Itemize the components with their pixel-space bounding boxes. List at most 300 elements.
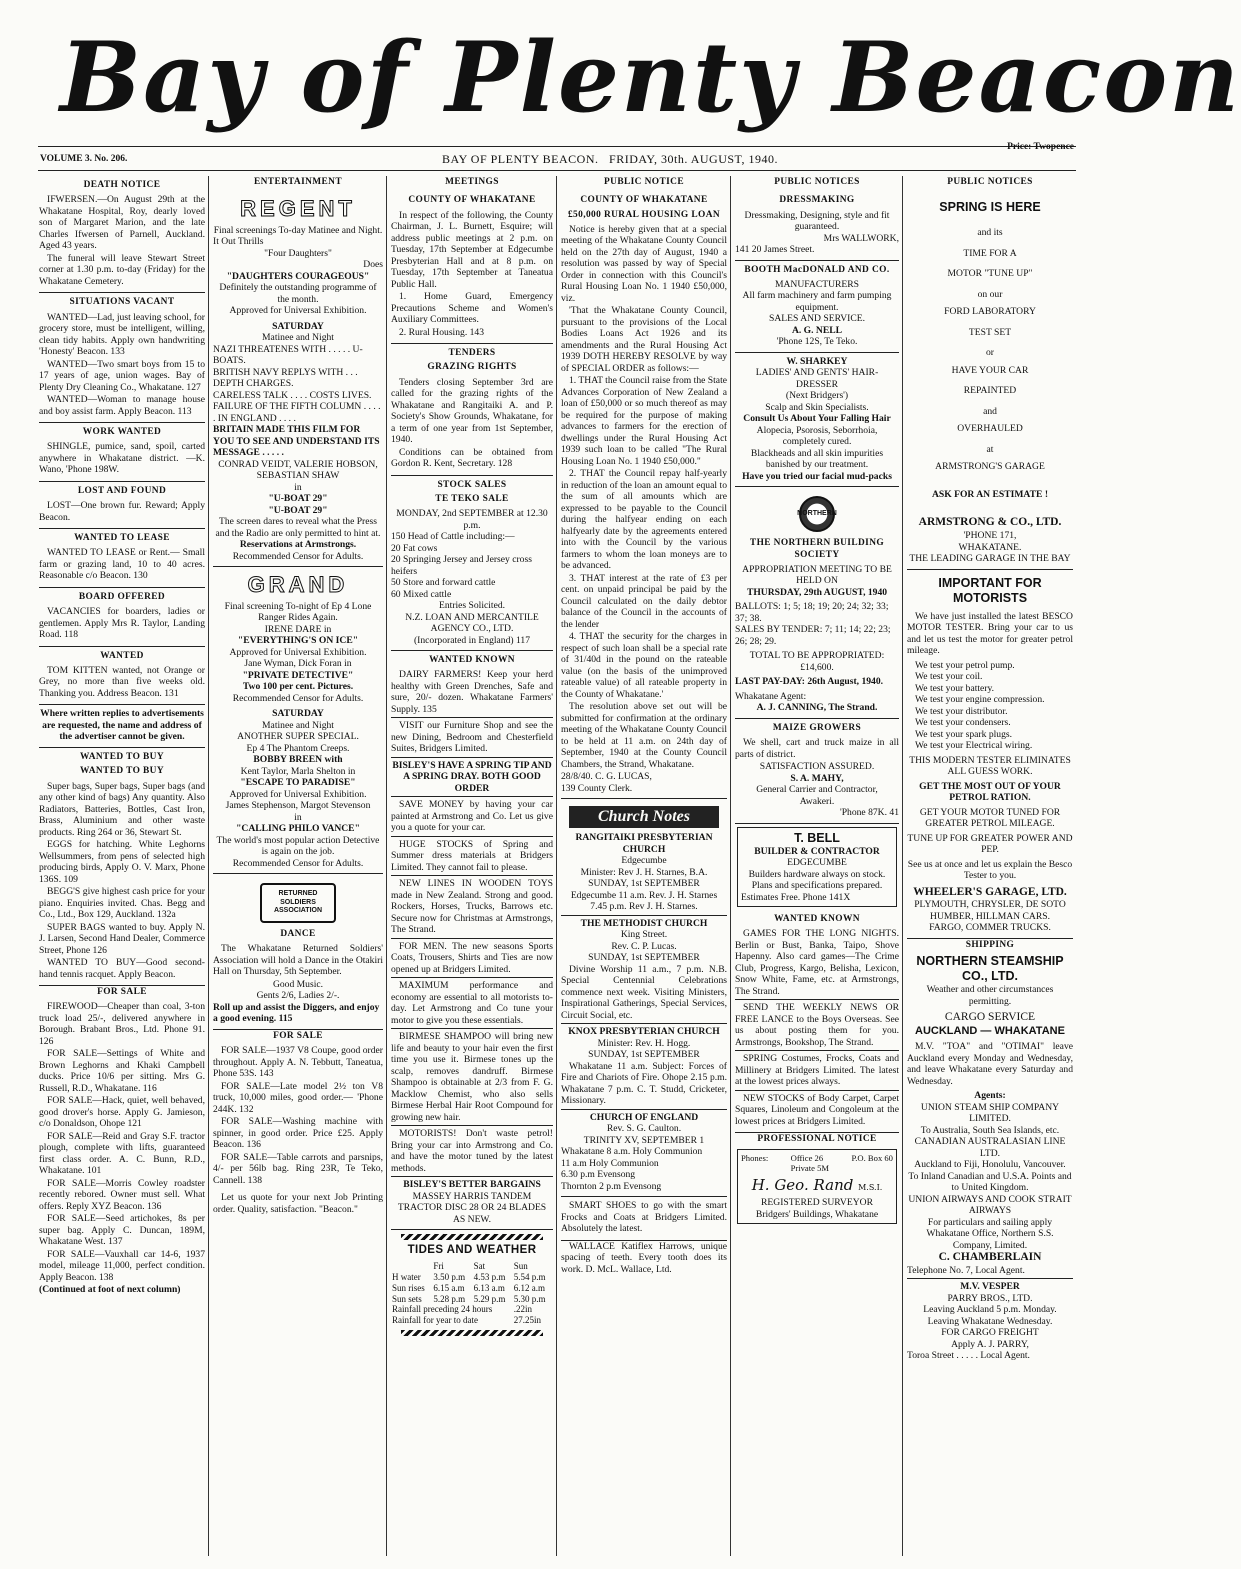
- column-divider: [208, 176, 209, 1556]
- ad-line: LADIES' AND GENTS' HAIR-DRESSER: [755, 367, 879, 390]
- price: Price: Twopence: [1007, 142, 1074, 152]
- ad-text: FIREWOOD—Cheaper than coal, 3-ton truck load 25/-, delivered anywhere in Borough. Brabant Bros., Ltd. Phone 91. 126: [39, 1001, 205, 1047]
- ad-text: FOR SALE—1937 V8 Coupe, good order throughout. Apply A. N. Tebbutt, Taneatua, Phone 53S. 143: [213, 1045, 383, 1080]
- sharkey-hairdresser-ad: [735, 353, 899, 488]
- ad-line: Scalp and Skin Specialists.: [765, 401, 869, 413]
- church-line: TRINITY XV, SEPTEMBER 1: [583, 1134, 705, 1146]
- ad-line: CARELESS TALK . . . . COSTS LIVES.: [213, 389, 372, 401]
- signature-line: 139 County Clerk.: [561, 782, 633, 794]
- notice-text: 1. Home Guard, Emergency Precautions Scheme and Women's Auxiliary Committees.: [391, 291, 553, 326]
- ad-line: Have you tried our facial mud-packs: [742, 470, 892, 482]
- column-public-notices: [732, 176, 902, 1556]
- ad-line: Apply A. J. PARRY,: [951, 1338, 1029, 1350]
- section-heading: TENDERS: [448, 348, 496, 359]
- film-title: "PRIVATE DETECTIVE": [242, 669, 354, 681]
- section-heading: PROFESSIONAL NOTICE: [757, 1134, 877, 1145]
- section-heading: WANTED TO BUY: [79, 751, 165, 762]
- ad-text: FOR SALE—Seed artichokes, 8s per super bag. Apply C. Duncan, 189M, Whakatane West. 137: [39, 1213, 205, 1248]
- ad-line: UNION STEAM SHIP COMPANY LIMITED.: [920, 1101, 1060, 1125]
- situations-vacant: [39, 293, 205, 423]
- divider: [735, 1090, 899, 1091]
- ad-line: CONRAD VEIDT, VALERIE HOBSON, SEBASTIAN SHAW: [218, 458, 378, 482]
- church-name: KNOX PRESBYTERIAN CHURCH: [568, 1026, 720, 1038]
- ad-line: Consult Us About Your Falling Hair: [743, 413, 891, 425]
- dateline-center: [400, 152, 820, 166]
- ad-text: FOR SALE—Late model 2½ ton V8 truck, 10,000 miles, good order.— 'Phone 244K. 132: [213, 1080, 383, 1115]
- ad-text: FOR SALE—Hack, quiet, well behaved, good drover's horse. Apply G. Jamieson, c/o Donaldson, Ohope 121: [39, 1095, 205, 1130]
- for-sale: [213, 1031, 383, 1215]
- church-name: RANGITAIKI PRESBYTERIAN CHURCH: [575, 832, 713, 855]
- notice-text: 2. THAT the Council repay half-yearly in reduction of the loan an amount equal to the sum of all amounts which are expressed to be payable to the Council during the halfyear ending on each halfyearly date by the agreements entered into with the Council by the various farmers to whom the loan moneys are to be advanced.: [561, 468, 727, 572]
- church-line: 7.45 p.m. Rev J. H. Starnes.: [590, 901, 698, 913]
- ad-line: HAVE YOUR CAR: [951, 364, 1029, 376]
- wanted-known: [391, 651, 553, 1230]
- ad-line: BUILDER & CONTRACTOR: [754, 845, 880, 857]
- ad-line: TUNE UP FOR GREATER POWER AND PEP.: [907, 832, 1073, 856]
- wanted-known: [735, 910, 899, 1133]
- section-subheading: THE NORTHERN BUILDING SOCIETY: [749, 538, 885, 560]
- grand-logo: GRAND: [247, 572, 349, 598]
- ad-line: 'PHONE 171,: [963, 530, 1017, 542]
- list-item: We test your petrol pump.: [915, 659, 1015, 671]
- divider: [391, 1028, 553, 1029]
- table-cell: 5.30 p.m: [513, 1293, 546, 1304]
- ad-line: REPAINTED: [963, 385, 1017, 397]
- ad-line: To Australia, South Sea Islands, etc.: [920, 1124, 1060, 1136]
- work-wanted: [39, 423, 205, 482]
- rsa-dance-ad: [213, 874, 383, 1030]
- ad-line: Awakeri.: [799, 795, 835, 807]
- ad-text: We shell, cart and truck maize in all parts of district.: [735, 737, 899, 760]
- ad-line: BOBBY BREEN with: [253, 754, 343, 766]
- church-name: CHURCH OF ENGLAND: [589, 1111, 699, 1123]
- booth-macdonald-ad: [735, 261, 899, 353]
- notice-text: 4. THAT the security for the charges in respect of such loan shall be a special rate of 31/40d in the pound on the rateable value (on the basis of the unimproved rateable value) of all rateable property in the County of Whakatane.': [561, 631, 727, 700]
- ad-text: VACANCIES for boarders, ladies or gentlemen. Apply Mrs R. Taylor, Landing Road. 118: [39, 606, 205, 641]
- ad-headline: SPRING IS HERE: [939, 200, 1041, 215]
- section-heading: DANCE: [280, 929, 316, 940]
- notice-text: 1. THAT the Council raise from the State Advances Corporation of New Zealand a loan of £50,000 or so much thereof as may be required for the purpose of making advances to farmers for the erection of dwellings under the Rural Housing Act 1939 such loan to be called "The Rural Housing Loan No. 1 1940 £50,000.": [561, 375, 727, 467]
- wallace-ad: [561, 1241, 727, 1276]
- church-line: Edgecumbe 11 a.m. Rev. J. H. Starnes: [570, 889, 718, 901]
- masthead-rule: [38, 146, 1076, 147]
- church-line: SUNDAY, 1st SEPTEMBER: [588, 952, 700, 964]
- ad-line: CANADIAN AUSTRALASIAN LINE LTD.: [914, 1136, 1066, 1159]
- ad-text: BEGG'S give highest cash price for your piano. Enquiries invited. Chas. Begg and Co., Ltd., Box 129, Auckland. 132a: [39, 886, 205, 921]
- table-cell: Rainfall for year to date: [392, 1315, 478, 1326]
- lost-and-found: [39, 482, 205, 529]
- table-row: [391, 1294, 553, 1305]
- notice-text: Where written replies to advertisements are requested, the name and address of the advertiser cannot be given.: [40, 708, 204, 743]
- ad-line: Leaving Whakatane Wednesday.: [927, 1315, 1053, 1327]
- ad-text: MASSEY HARRIS TANDEM TRACTOR DISC 28 OR 24 BLADES AS NEW.: [397, 1190, 547, 1225]
- armstrong-garage-ad: [907, 191, 1073, 569]
- section-heading: STOCK SALES: [437, 479, 507, 490]
- section-heading: FOR SALE: [273, 1030, 323, 1041]
- ad-line: SATURDAY: [272, 320, 324, 332]
- ad-line: For particulars and sailing apply Whakatane Office, Northern S.S. Company, Limited.: [926, 1216, 1054, 1251]
- ad-line: 150 Head of Cattle including:—: [391, 531, 515, 543]
- ad-line: Jane Wyman, Dick Foran in: [244, 658, 352, 670]
- ad-line: T. BELL: [794, 830, 840, 845]
- ad-line: GET YOUR MOTOR TUNED FOR GREATER PETROL MILEAGE.: [919, 806, 1061, 830]
- section-heading: FOR SALE: [97, 987, 147, 998]
- notice-text: IFWERSEN.—On August 29th at the Whakatane Hospital, Roy, dearly loved son of Margaret Marion, and the late Charles Ifwersen of Parnell, Auckland. Aged 43 years.: [39, 194, 205, 252]
- wanted-to-buy: [39, 748, 205, 986]
- ad-line: S. A. MAHY,: [790, 772, 844, 784]
- list-item: We test your spark plugs.: [915, 728, 1013, 740]
- ad-text: WANTED TO LEASE or Rent.— Small farm or grazing land, 10 to 40 acres. Reasonable c/o Beacon. 130: [39, 547, 205, 582]
- church-notes-banner: Church Notes: [569, 806, 719, 828]
- tenders: [391, 344, 553, 476]
- ad-line: Alopecia, Psorosis, Seborrhoia, completely cured.: [756, 424, 878, 448]
- table-header: Sat: [473, 1261, 486, 1272]
- divider: [561, 1023, 727, 1024]
- section-heading: WANTED KNOWN: [429, 655, 515, 666]
- notice-text: In respect of the following, the County Chairman, J. L. Burnett, Esquire; will address public meetings at 2 p.m. on Tuesday, 17th September at Edgecumbe Presbyterian Hall and at 8 p.m. on Tuesday, 17th September at Taneatua Public Hall.: [391, 209, 553, 290]
- ad-line: Recommended Censor for Adults.: [232, 550, 364, 562]
- ad-text: WANTED—Lad, just leaving school, for grocery store, must be intelligent, willing, clean tidy habits. Apply own handwriting 'Honesty' Beacon. 133: [39, 311, 205, 358]
- po-box: P.O. Box 60: [851, 1152, 893, 1163]
- table-cell: Rainfall preceding 24 hours: [392, 1304, 493, 1315]
- ad-line: General Carrier and Contractor,: [756, 784, 878, 796]
- wave-decoration: [401, 1330, 543, 1336]
- ad-text: NEW STOCKS of Body Carpet, Carpet Squares, Linoleum and Congoleum at the lowest prices at Bridgers Limited.: [735, 1092, 899, 1127]
- ad-line: Approved for Universal Exhibition.: [229, 788, 367, 800]
- ad-line: ARMSTRONG'S GARAGE: [935, 461, 1045, 473]
- wanted: [39, 647, 205, 706]
- ad-line: Whakatane Agent:: [735, 690, 807, 702]
- northern-building-society-ad: [735, 487, 899, 719]
- ad-line: IRENE DARE in: [264, 623, 332, 635]
- notice-text: The funeral will leave Stewart Street corner at 1.30 p.m. to-day (Friday) for the Whakatane Cemetery.: [39, 252, 205, 287]
- ad-line: Roll up and assist the Diggers, and enjoy a good evening. 115: [213, 1001, 380, 1025]
- column-meetings: [388, 176, 556, 1556]
- ad-line: LAST PAY-DAY: 26th August, 1940.: [735, 676, 884, 688]
- dressmaking-ad: [735, 191, 899, 260]
- ad-text: M.V. "TOA" and "OTIMAI" leave Auckland every Monday and Wednesday, and leave Whakatane every Saturday and Wednesday.: [907, 1041, 1073, 1087]
- church-notes: [561, 799, 727, 1197]
- section-subheading: WANTED TO BUY: [79, 766, 165, 777]
- notice-text: The resolution above set out will be submitted for confirmation at the ordinary meeting of the Whakatane County Council to be held at 11 a.m. on 24th day of September, 1940 at the County Council Chambers, the Strand, Whakatane.: [561, 701, 727, 770]
- grand-theatre-ad: [213, 567, 383, 874]
- church-line: Edgecumbe: [621, 855, 667, 867]
- ad-line: WHAKATANE.: [958, 541, 1022, 553]
- section-heading: WANTED: [100, 650, 144, 661]
- wheelers-garage-ad: [907, 570, 1073, 939]
- table-cell: 5.54 p.m: [513, 1272, 546, 1283]
- smart-shoes-ad: [561, 1197, 727, 1241]
- section-subheading: BOOTH MacDONALD AND CO.: [744, 264, 890, 275]
- ad-line: Final screening To-night of Ep 4 Lone Ranger Rides Again.: [224, 600, 372, 624]
- ad-line: FORD LABORATORY: [944, 306, 1036, 318]
- section-heading: TIDES AND WEATHER: [407, 1244, 537, 1257]
- divider: [391, 875, 553, 876]
- ad-line: THE LEADING GARAGE IN THE BAY: [909, 553, 1071, 565]
- table-cell: 3.50 p.m: [433, 1272, 466, 1283]
- ad-line: It Out Thrills: [213, 236, 264, 248]
- ad-line: APPROPRIATION MEETING TO BE HELD ON: [742, 563, 892, 587]
- regent-logo: REGENT: [240, 196, 356, 222]
- list-item: We test your coil.: [915, 671, 983, 683]
- column-divider: [556, 176, 557, 1556]
- ad-line: Recommended Censor for Adults.: [232, 857, 364, 869]
- ad-line: WHEELER'S GARAGE, LTD.: [913, 885, 1067, 898]
- ad-line: See us at once and let us explain the Besco Tester to you.: [907, 858, 1073, 882]
- ad-line: (Incorporated in England) 117: [413, 634, 531, 646]
- ad-line: C. CHAMBERLAIN: [938, 1251, 1042, 1264]
- ad-text: The Whakatane Returned Soldiers' Association will hold a Dance in the Otakiri Hall on Thursday, 5th September.: [213, 943, 383, 978]
- surveyor-card: [737, 1149, 897, 1225]
- ad-line: Does: [363, 259, 383, 271]
- regent-theatre-ad: [213, 191, 383, 567]
- film-title: "U-BOAT 29": [268, 504, 328, 516]
- list-item: We test your Electrical wiring.: [915, 740, 1033, 752]
- ad-text: FOR SALE—Reid and Gray S.F. tractor plough, complete with lifts, guaranteed first class order. A. C. Bunn, R.D., Whakatane. 101: [39, 1130, 205, 1177]
- continued-note: (Continued at foot of next column): [39, 1284, 181, 1296]
- ad-line: THIS MODERN TESTER ELIMINATES ALL GUESS WORK.: [909, 754, 1071, 778]
- table-row: [391, 1272, 553, 1283]
- ad-line: SATURDAY: [272, 708, 324, 720]
- ad-line: MOTOR "TUNE UP": [947, 268, 1033, 280]
- ad-text: EGGS for hatching. White Leghorns Wellsummers, from pens of selected high producing birds, Apply O. V. Marx, Phone 136S. 109: [39, 839, 205, 885]
- ad-line: EDGECUMBE: [787, 857, 847, 869]
- table-cell: 6.15 a.m: [433, 1282, 465, 1293]
- column-divider: [730, 176, 731, 1556]
- table-cell: 6.13 a.m: [473, 1282, 505, 1293]
- surveyor-signature: [741, 1176, 893, 1194]
- ad-line: A. J. CANNING, The Strand.: [756, 702, 878, 714]
- section-heading: ENTERTAINMENT: [253, 177, 343, 187]
- film-title: "CALLING PHILO VANCE": [236, 823, 360, 835]
- ad-line: Toroa Street . . . . . Local Agent.: [907, 1350, 1030, 1362]
- section-subheading: DRESSMAKING: [779, 195, 855, 206]
- church-line: Minister: Rev. H. Hogg.: [597, 1037, 691, 1049]
- table-cell: H water: [392, 1272, 421, 1283]
- film-title: "Four Daughters": [264, 247, 332, 259]
- church-line: Divine Worship 11 a.m., 7 p.m. N.B. Special Centennial Celebrations commence next week. Visiting Ministers, Inspirational Gatherings, Special Services, Circuit Social, etc.: [561, 963, 727, 1021]
- ad-line: Blackheads and all skin impurities banished by our treatment.: [750, 447, 884, 471]
- ad-line: A. G. NELL: [791, 324, 843, 336]
- ad-line: TOTAL TO BE APPROPRIATED:: [749, 650, 885, 662]
- ad-line: Bridgers' Buildings, Whakatane: [755, 1208, 879, 1220]
- ad-line: GET THE MOST OUT OF YOUR PETROL RATION.: [919, 780, 1061, 804]
- column-divider: [386, 176, 387, 1556]
- column-entertainment: [210, 176, 386, 1556]
- section-heading: DEATH NOTICE: [83, 180, 161, 190]
- ad-line: 20 Fat cows: [391, 542, 438, 554]
- phone-row: [741, 1153, 893, 1174]
- ad-line: Two 100 per cent. Pictures.: [242, 681, 354, 693]
- ad-line: FOR CARGO FREIGHT: [941, 1327, 1039, 1339]
- section-heading: WANTED TO LEASE: [74, 533, 170, 544]
- ad-line: 'Phone 87K. 41: [839, 807, 899, 819]
- divider: [735, 1050, 899, 1051]
- ad-line: 20 Springing Jersey and Jersey cross heifers: [391, 554, 532, 577]
- ad-line: FARGO, COMMER TRUCKS.: [929, 922, 1051, 934]
- ad-line: ARMSTRONG & CO., LTD.: [918, 516, 1062, 529]
- ad-line: ANOTHER SUPER SPECIAL.: [237, 731, 359, 743]
- ad-line: TIME FOR A: [963, 247, 1017, 259]
- ad-line: James Stephenson, Margot Stevenson: [225, 800, 371, 812]
- divider: [561, 1109, 727, 1110]
- ad-line: Approved for Universal Exhibition.: [229, 646, 367, 658]
- ad-line: (Next Bridgers'): [785, 390, 849, 402]
- church-line: Rev. S. G. Caulton.: [606, 1123, 682, 1135]
- ad-line: Telephone No. 7, Local Agent.: [907, 1264, 1025, 1276]
- ad-text: SMART SHOES to go with the smart Frocks and Coats at Bridgers Limited. Absolutely the latest.: [561, 1200, 727, 1235]
- ad-text: SUPER BAGS wanted to buy. Apply N. J. Larsen, Second Hand Dealer, Commerce Street, Phone 126: [39, 921, 205, 956]
- ad-text: VISIT our Furniture Shop and see the new Dining, Bedroom and Chesterfield Suites, Bridgers Limited.: [391, 720, 553, 755]
- section-subheading: TE TEKO SALE: [435, 493, 509, 504]
- ad-line: Reservations at Armstrongs.: [239, 539, 357, 551]
- ad-text: WANTED—Two smart boys from 15 to 17 years of age, union wages. Bay of Plenty Dry Cleaning Co., Whakatane. 127: [39, 358, 205, 393]
- divider: [907, 1278, 1073, 1279]
- ad-text: BIRMESE SHAMPOO will bring new life and beauty to your hair even the first time you use it. Birmese tones up the scalp, removes dandruff. Birmese Shampoo is obtainable at 2/3 from F. G. Macklow Chemist, who also sells Birmese Herbal Hair Root Compound for growing new hair.: [391, 1031, 553, 1123]
- church-line: Whakatane 11 a.m. Subject: Forces of Fire and Chariots of Fire. Ohope 2.15 p.m. Whakatane 7 p.m. C. T. Studd, Cricketer, Missionary.: [561, 1060, 727, 1107]
- ad-line: AUCKLAND — WHAKATANE: [915, 1024, 1065, 1037]
- ad-line: The world's most popular action Detective is again on the job.: [216, 834, 380, 858]
- ad-text: HUGE STOCKS of Spring and Summer dress materials at Bridgers Limited. They cannot fail to please.: [391, 838, 553, 873]
- ad-line: in: [294, 811, 302, 823]
- wave-decoration: [401, 1234, 543, 1240]
- ad-line: Leaving Auckland 5 p.m. Monday.: [923, 1304, 1057, 1316]
- ad-line: Entries Solicited.: [438, 600, 506, 612]
- ad-headline: IMPORTANT FOR MOTORISTS: [938, 575, 1042, 605]
- dateline-rule: [38, 170, 1076, 171]
- notice-text: Conditions can be obtained from Gordon R. Kent, Secretary. 128: [391, 446, 553, 470]
- ad-text: FOR SALE—Morris Cowley roadster recently rebored. Owner must sell. What offers. Reply XYZ Beacon. 136: [39, 1177, 205, 1212]
- surveyor-name: H. Geo. Rand: [751, 1176, 854, 1195]
- dateline: [40, 142, 1074, 166]
- test-list: [907, 660, 1073, 752]
- notice-text: 'That the Whakatane County Council, pursuant to the provisions of the Local Bodies Loans Act 1926 and its amendments and the Rural Housing Act 1939 DOTH HEREBY RESOLVE by way of SPECIAL ORDER as follows:—: [561, 305, 727, 374]
- section-heading: PUBLIC NOTICES: [774, 177, 860, 187]
- office-phone: Office 26: [790, 1152, 824, 1163]
- ad-line: Builders hardware always on stock. Plans and specifications prepared.: [748, 868, 886, 892]
- ad-line: To Inland Canadian and U.S.A. Points and to United Kingdom.: [908, 1170, 1072, 1194]
- volume-number: VOLUME 3. No. 206.: [40, 154, 128, 164]
- ad-text: LOST—One brown fur. Reward; Apply Beacon.: [39, 500, 205, 523]
- table-header-row: [391, 1261, 553, 1272]
- ad-text: DAIRY FARMERS! Keep your herd healthy with Green Drenches, Safe and sure, 20/- dozen. Whakatane Farmers' Supply. 135: [391, 669, 553, 715]
- ad-text: We have just installed the latest BESCO MOTOR TESTER. Bring your car to us and let us test the motor for greater petrol mileage.: [907, 610, 1073, 657]
- ad-line: Auckland to Fiji, Honolulu, Vancouver.: [914, 1159, 1066, 1171]
- ad-text: WALLACE Katiflex Harrows, unique spacing of teeth. Every tooth does its work. D. McL. Wallace, Ltd.: [561, 1240, 727, 1275]
- ad-text: GAMES FOR THE LONG NIGHTS. Berlin or Bust, Banka, Taipo, Shove Hapenny. Also card games—The Crime Club, Progress, Kargo, Belisha, Lexicon, Snow White, Fame, etc. at Armstrongs, The Strand.: [735, 928, 899, 997]
- ad-text: NEW LINES IN WOODEN TOYS made in New Zealand. Strong and good. Rockers, Horses, Trucks, Barrows etc. Secure now for Christmas at Armstrongs, The Strand.: [391, 878, 553, 936]
- ad-text: MOTORISTS! Don't waste petrol! Bring your car into Armstrong and Co. and have the motor tuned by the latest methods.: [391, 1128, 553, 1174]
- ad-text: WANTED—Woman to manage house and boy assist farm. Apply Beacon. 113: [39, 394, 205, 417]
- divider: [391, 796, 553, 797]
- ad-text: Super bags, Super bags, Super bags (and any other kind of bags) Any quantity. Also Radiators, Batteries, Bottles, Cast Iron, Brass, Aluminium and other waste products. Ring 264 or 36, Stewart St.: [39, 780, 205, 838]
- notice-text: 2. Rural Housing. 143: [399, 326, 485, 338]
- ad-line: All farm machinery and farm pumping equipment.: [742, 290, 892, 313]
- church-line: SUNDAY, 1st SEPTEMBER: [588, 878, 700, 890]
- column-public-notices-garages: [904, 176, 1076, 1556]
- section-subheading: COUNTY OF WHAKATANE: [408, 195, 536, 206]
- ad-line: MONDAY, 2nd SEPTEMBER at 12.30 p.m.: [396, 508, 548, 531]
- ad-line: UNION AIRWAYS AND COOK STRAIT AIRWAYS: [908, 1193, 1072, 1217]
- ad-line: OVERHAULED: [957, 423, 1023, 435]
- county-meetings: [391, 191, 553, 344]
- church-name: THE METHODIST CHURCH: [580, 917, 708, 929]
- section-heading: PUBLIC NOTICE: [604, 177, 684, 187]
- section-heading: BOARD OFFERED: [78, 591, 166, 602]
- masthead-title: Bay of Plenty Beacon: [60, 21, 1241, 134]
- ad-text: FOR SALE—Table carrots and parsnips, 4/- per 56lb bag. Ring 23R, Te Teko, Cannell. 138: [213, 1151, 383, 1186]
- ad-line: and: [983, 405, 997, 417]
- column-public-notice: [558, 176, 730, 1556]
- ad-text: WANTED TO BUY—Good second-hand tennis racquet. Apply Beacon.: [39, 957, 205, 980]
- ad-line: N.Z. LOAN AND MERCANTILE AGENCY CO., LTD.: [405, 611, 539, 635]
- notice-text: Tenders closing September 3rd are called for the grazing rights of the Whakatane and Rangitaiki A. and P. Society's Show Grounds, Whakatane, for a term of one year from 1st September, 1940.: [391, 376, 553, 446]
- ad-line: Definitely the outstanding programme of the month.: [219, 282, 377, 305]
- section-heading: LOST AND FOUND: [77, 485, 167, 496]
- bell-builder-ad: [737, 827, 897, 908]
- returned-soldiers-emblem: RETURNED SOLDIERS ASSOCIATION: [260, 883, 336, 923]
- divider: [391, 977, 553, 978]
- table-header: Sun: [513, 1261, 528, 1272]
- section-heading: MEETINGS: [445, 177, 499, 187]
- film-title: "ESCAPE TO PARADISE": [240, 777, 356, 789]
- issue-date: FRIDAY, 30th. AUGUST, 1940.: [609, 152, 778, 166]
- divider: [391, 836, 553, 837]
- table-header: [391, 1261, 432, 1272]
- table-cell: Sun rises: [392, 1282, 425, 1293]
- northern-badge: NORTHERN: [799, 496, 835, 532]
- section-heading: WORK WANTED: [82, 427, 162, 438]
- rural-housing-loan-notice: [561, 191, 727, 799]
- ad-line: SALES AND SERVICE.: [769, 313, 865, 325]
- ad-line: M.V. VESPER: [960, 1281, 1020, 1293]
- ad-line: ASK FOR AN ESTIMATE !: [931, 488, 1049, 500]
- professional-notice: [735, 1134, 899, 1224]
- ad-line: CARGO SERVICE: [944, 1011, 1036, 1024]
- ad-line: Dressmaking, Designing, style and fit guaranteed.: [744, 209, 890, 233]
- divider: [561, 915, 727, 916]
- divider: [735, 999, 899, 1000]
- ad-line: BRITISH NAVY REPLYS WITH . . . DEPTH CHARGES.: [213, 366, 358, 390]
- ad-text: MAXIMUM performance and economy are essential to all motorists to-day. Let Armstrong and Co tune your motor to give you these essentials.: [391, 980, 553, 1026]
- table-row: [391, 1315, 553, 1326]
- ad-line: Gents 2/6, Ladies 2/-.: [256, 990, 340, 1002]
- ad-line: MANUFACTURERS: [774, 278, 860, 290]
- replies-notice: [39, 705, 205, 748]
- film-title: "EVERYTHING'S ON ICE": [237, 635, 359, 647]
- film-title: "DAUGHTERS COURAGEOUS": [226, 270, 370, 282]
- list-item: We test your battery.: [915, 682, 995, 694]
- ad-line: TEST SET: [968, 326, 1012, 338]
- ad-headline: NORTHERN STEAMSHIP CO., LTD.: [916, 954, 1064, 984]
- phones-label: Phones:: [741, 1152, 769, 1163]
- church-line: Whakatane 8 a.m. Holy Communion: [561, 1146, 703, 1158]
- ad-line: Agents:: [974, 1090, 1006, 1102]
- stock-sales: [391, 476, 553, 652]
- shipping: [907, 940, 1073, 1362]
- church-line: 6.30 p.m Evensong: [561, 1169, 636, 1181]
- board-offered: [39, 588, 205, 647]
- section-heading: PUBLIC NOTICES: [947, 177, 1033, 187]
- ad-line: PARRY BROS., LTD.: [947, 1292, 1033, 1304]
- for-sale: [39, 987, 205, 1296]
- ad-text: BISLEY'S BETTER BARGAINS: [403, 1179, 541, 1191]
- table-cell: .22in: [513, 1304, 533, 1315]
- ad-line: BRITAIN MADE THIS FILM FOR YOU TO SEE AND UNDERSTAND ITS MESSAGE . . . . .: [213, 424, 380, 459]
- surveyor-qualification: M.S.I.: [858, 1183, 883, 1193]
- divider: [391, 1176, 553, 1177]
- church-line: Rev. C. P. Lucas.: [611, 940, 677, 952]
